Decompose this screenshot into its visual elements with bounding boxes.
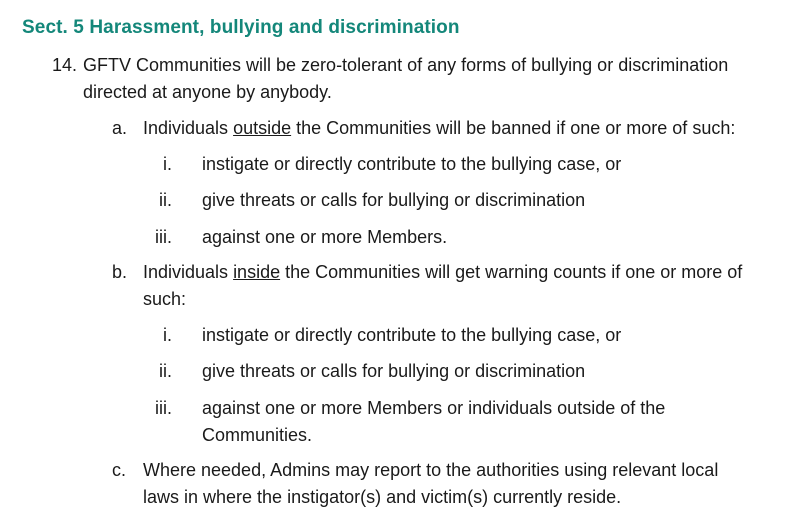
section-heading: Sect. 5 Harassment, bullying and discrimination [22,17,460,38]
clause-text-line2: directed at anyone by anybody. [83,82,332,102]
item-a-sub-text: instigate or directly contribute to the bullying case, or [202,154,622,174]
item-a-sub-marker: ii. [159,190,172,210]
item-a-sub-text: against one or more Members. [202,227,448,247]
item-b-sub-marker: i. [163,325,172,345]
item-b-sub-text: give threats or calls for bullying or discrimination [202,361,586,381]
item-c-text-line1: Where needed, Admins may report to the authorities using relevant local [143,460,719,480]
item-c-marker: c. [112,460,127,480]
item-a-underlined-word: outside [233,118,292,138]
item-a-sub-text: give threats or calls for bullying or discrimination [202,190,586,210]
clause-text-line1: GFTV Communities will be zero-tolerant of any forms of bullying or discrimination [83,55,729,75]
item-c-text-line2: laws in where the instigator(s) and victim(s) currently reside. [143,487,622,507]
item-b-marker: b. [112,262,128,282]
clause-number: 14. [52,55,78,75]
item-b-sub-text: instigate or directly contribute to the bullying case, or [202,325,622,345]
item-b-sub-text: against one or more Members or individuals outside of the [202,398,666,418]
item-a-text-pre: Individuals [143,118,234,138]
item-b-sub-text-continued: Communities. [202,425,313,445]
item-b-text-line1 [143,259,742,286]
item-b-sub-marker: iii. [155,398,172,418]
item-b-text-line2: such: [143,289,187,309]
item-b-underlined-word: inside [233,262,281,282]
item-b-sub-marker: ii. [159,361,172,381]
item-a-text-post: the Communities will be banned if one or more of such: [291,118,736,138]
item-a-text [143,115,735,142]
item-a-marker: a. [112,118,128,138]
item-b-text-pre: Individuals [143,262,234,282]
item-a-sub-marker: iii. [155,227,172,247]
item-a-sub-marker: i. [163,154,172,174]
item-b-text-post: the Communities will get warning counts if one or more of [280,262,743,282]
